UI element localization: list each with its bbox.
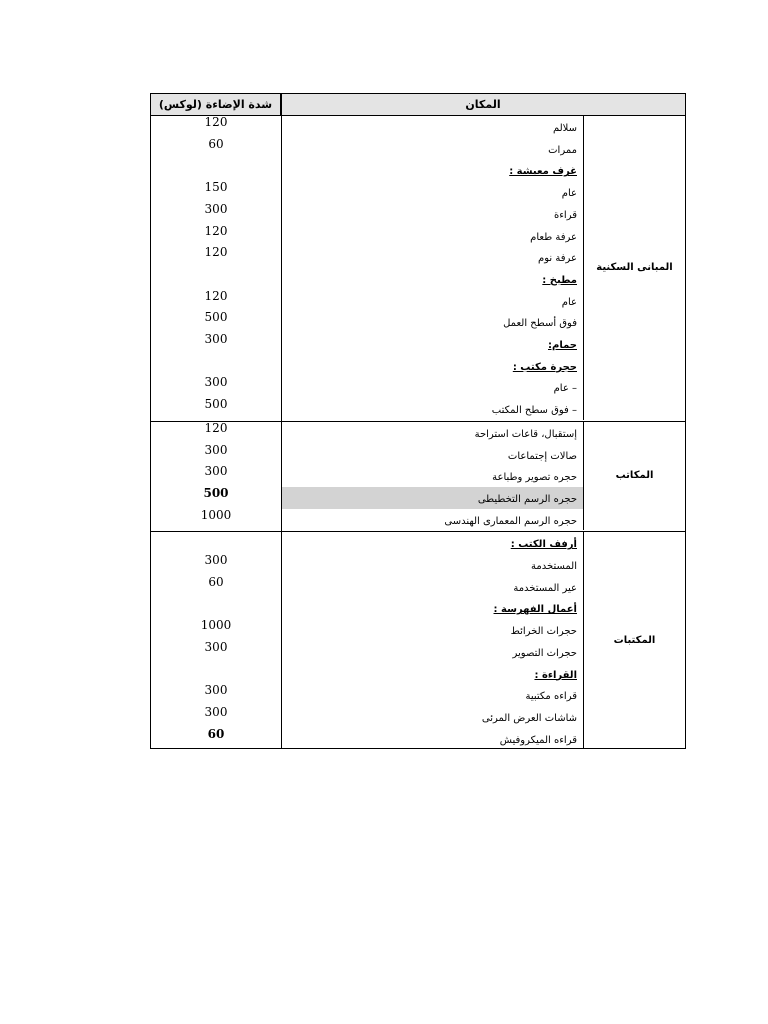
- header-location: المكان: [281, 94, 685, 116]
- intensity-value: [151, 266, 281, 288]
- intensity-value: [151, 353, 281, 375]
- location-label: حجرة مكتب :: [512, 361, 577, 373]
- intensity-value: 300: [204, 704, 228, 719]
- intensity-value: 300: [204, 442, 228, 457]
- location-label: عرفة نوم: [538, 253, 577, 265]
- intensity-value: 120: [204, 420, 228, 435]
- intensity-value: [151, 595, 281, 617]
- location-label: قراءه الميكروفيش: [499, 734, 577, 746]
- location-label: حجره الرسم التخطيطى: [477, 493, 577, 505]
- intensity-value: 300: [204, 375, 228, 390]
- location-label: سلالم: [552, 123, 577, 134]
- location-label: مطبخ :: [542, 274, 577, 286]
- intensity-value: [151, 530, 281, 552]
- location-label: عرفة طعام: [530, 231, 577, 243]
- location-label: حجرات الخرائط: [510, 626, 577, 638]
- location-label: صالات إجتماعات: [507, 450, 577, 462]
- location-label: – عام: [553, 383, 577, 395]
- intensity-value: 500: [204, 310, 228, 325]
- intensity-value: 120: [204, 115, 228, 129]
- intensity-value: 60: [208, 574, 224, 589]
- intensity-value: 500: [204, 397, 228, 412]
- intensity-value: 500: [203, 485, 229, 500]
- intensity-value: 1000: [200, 507, 232, 522]
- intensity-value: 120: [204, 223, 228, 238]
- intensity-value: [151, 661, 281, 683]
- location-label: ممرات: [548, 144, 577, 156]
- location-label: عام: [561, 188, 577, 200]
- intensity-value: [151, 157, 281, 179]
- intensity-value: 1000: [200, 618, 232, 633]
- intensity-value: 150: [204, 180, 228, 195]
- location-label: شاشات العرض المرئى: [481, 712, 577, 724]
- intensity-value: 120: [204, 288, 228, 303]
- location-label: أعمال الفهرسة :: [493, 604, 577, 616]
- location-label: المستخدمة: [531, 561, 577, 572]
- category-label: المكاتب: [615, 470, 654, 482]
- header-intensity: شدة الإضاءة (لوكس): [151, 94, 281, 116]
- intensity-value: 300: [204, 683, 228, 698]
- intensity-value: 300: [204, 464, 228, 479]
- location-label: فوق أسطح العمل: [503, 318, 577, 330]
- location-label: قراءة: [553, 209, 577, 221]
- location-label: عام: [561, 296, 577, 308]
- intensity-value: 120: [204, 245, 228, 260]
- category-label: المبانى السكنية: [596, 261, 673, 273]
- location-label: حجره تصوير وطباعة: [492, 472, 577, 484]
- location-label: إستقبال، قاعات استراحة: [474, 428, 577, 440]
- location-label: حجره الرسم المعمارى الهندسى: [444, 515, 577, 527]
- intensity-value: 60: [208, 136, 224, 151]
- location-label: حجرات التصوير: [512, 647, 577, 659]
- location-label: أرفف الكتب :: [510, 539, 577, 551]
- location-label: عير المستخدمة: [513, 582, 577, 594]
- location-label: غرف معيشة :: [509, 166, 577, 178]
- intensity-value: 300: [204, 332, 228, 346]
- intensity-value: 300: [204, 553, 228, 567]
- location-label: حمام:: [548, 340, 577, 351]
- intensity-value: 300: [204, 201, 228, 216]
- intensity-value: 300: [204, 639, 228, 654]
- location-label: – فوق سطح المكتب: [491, 405, 577, 417]
- intensity-value: 60: [207, 726, 225, 741]
- location-label: قراءه مكتبية: [525, 691, 577, 703]
- category-label: المكتبات: [613, 634, 656, 646]
- lighting-table: [150, 93, 686, 749]
- location-label: القراءة :: [534, 669, 577, 681]
